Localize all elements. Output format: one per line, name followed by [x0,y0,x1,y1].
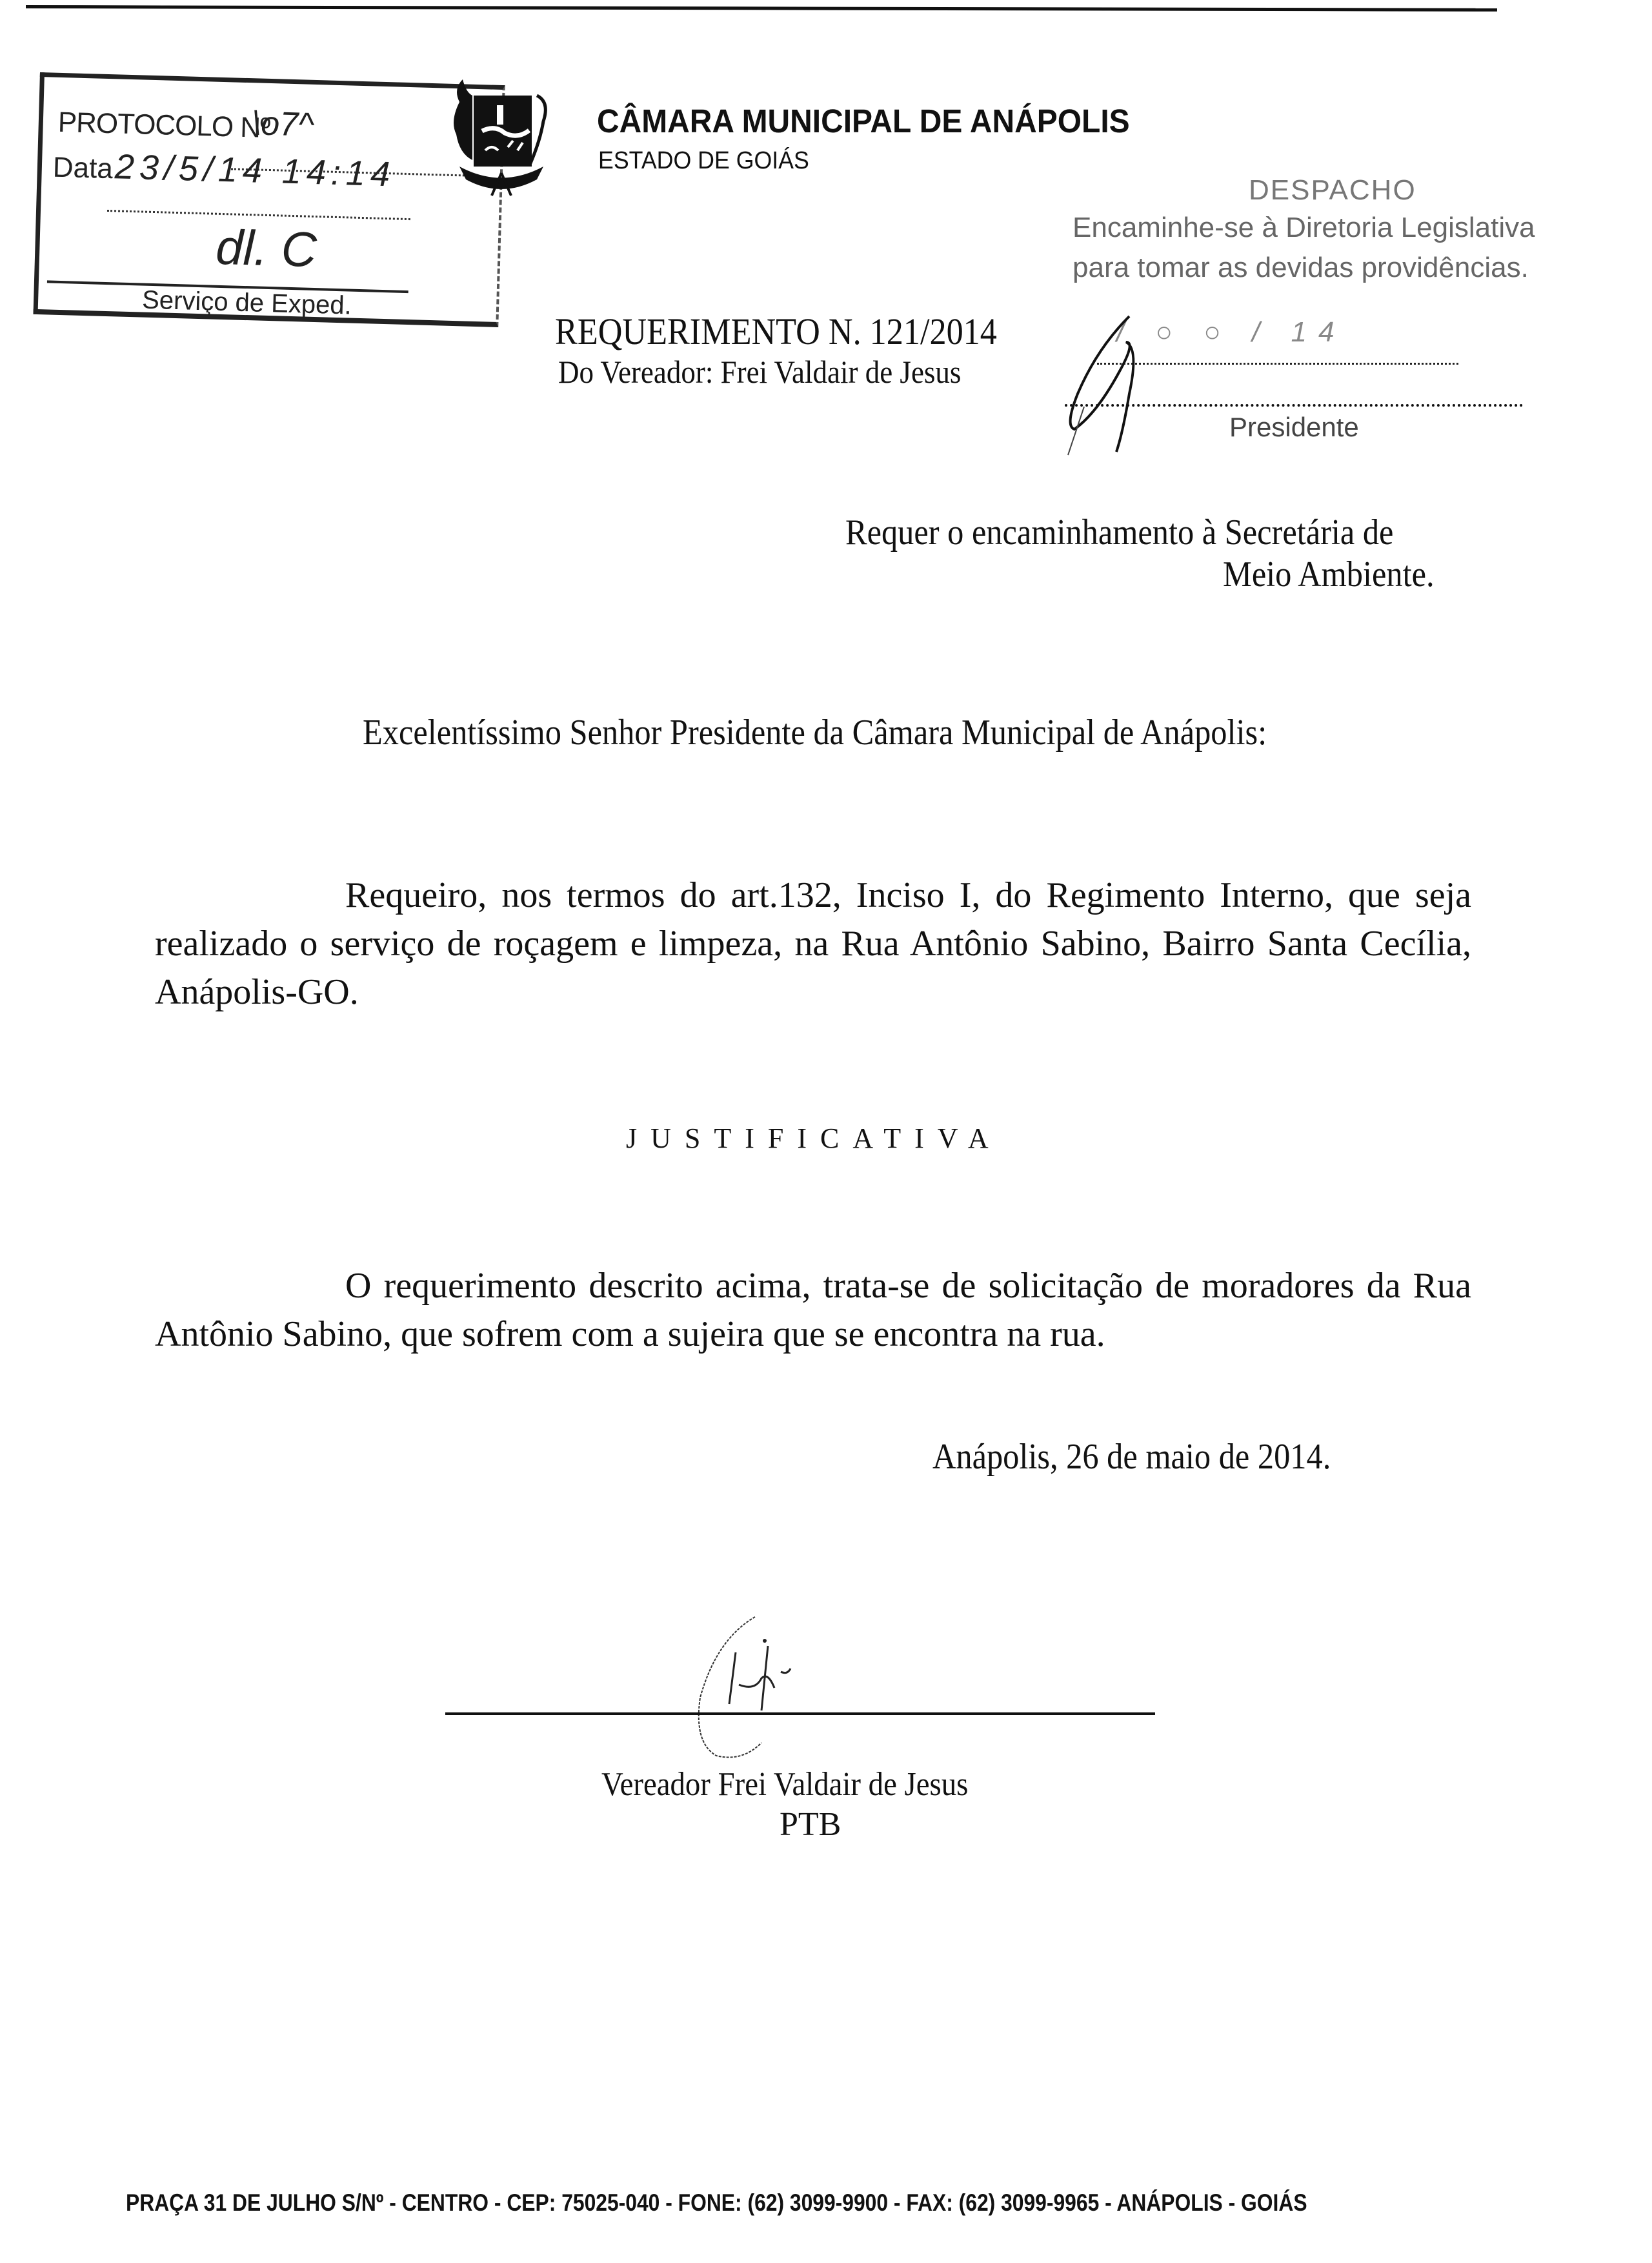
protocol-service-label: Serviço de Exped. [141,285,352,320]
scan-edge-line [26,5,1497,12]
salutation: Excelentíssimo Senhor Presidente da Câmara Municipal de Anápolis: [363,713,1267,753]
author-signature-icon [678,1614,845,1769]
protocol-date-handwritten: 23/5/14 14:14 [114,147,396,194]
despacho-role-label: Presidente [1229,412,1359,442]
footer-address: PRAÇA 31 DE JULHO S/Nº - CENTRO - CEP: 75025-040 - FONE: (62) 3099-9900 - FAX: (62) 3099-9965 - ANÁPOLIS - GOIÁS [126,2189,1307,2216]
request-number: REQUERIMENTO N. 121/2014 [555,310,997,352]
despacho-text-line2: para tomar as devidas providências. [1073,252,1529,283]
request-body [155,871,1471,1017]
justification-heading: JUSTIFICATIVA [626,1122,1002,1154]
justification-body-text: O requerimento descrito acima, trata-se de solicitação de moradores da Rua Antônio Sabino, que sofrem com a sujeira que se encontra na rua. [155,1266,1471,1354]
protocol-date-label: Data [52,151,114,185]
despacho-title: DESPACHO [1249,174,1416,206]
coat-of-arms-icon [447,76,556,199]
document-date: Anápolis, 26 de maio de 2014. [932,1437,1331,1477]
organization-state: ESTADO DE GOIÁS [598,147,809,174]
president-signature-icon [1058,310,1187,458]
request-body-text: Requeiro, nos termos do art.132, Inciso I, do Regimento Interno, que seja realizado o serviço de roçagem e limpeza, na Rua Antônio Sabino, Bairro Santa Cecília, Anápolis-GO. [155,875,1471,1012]
left-branch [454,79,472,160]
request-summary-line2: Meio Ambiente. [1223,554,1435,594]
despacho-stamp [1058,161,1575,445]
request-summary-line1: Requer o encaminhamento à Secretária de [845,512,1394,553]
signer-party: PTB [780,1806,841,1843]
protocol-number-label: PROTOCOLO Nº [57,106,270,144]
signer-name: Vereador Frei Valdair de Jesus [601,1766,969,1803]
ribbon [459,167,543,189]
justification-body [155,1262,1471,1359]
protocol-number-handwritten: \o7^ [251,105,315,144]
request-author: Do Vereador: Frei Valdair de Jesus [558,354,962,390]
despacho-date-handwritten: / ○ ○ / 14 [1116,316,1346,348]
signature-line [445,1712,1155,1715]
protocol-initials-handwritten: dl. C [215,219,317,278]
protocol-stamp [33,72,505,343]
despacho-text-line1: Encaminhe-se à Diretoria Legislativa [1073,212,1535,243]
right-branch [530,96,545,163]
shield-torch [497,105,503,125]
organization-name: CÂMARA MUNICIPAL DE ANÁPOLIS [597,103,1130,139]
